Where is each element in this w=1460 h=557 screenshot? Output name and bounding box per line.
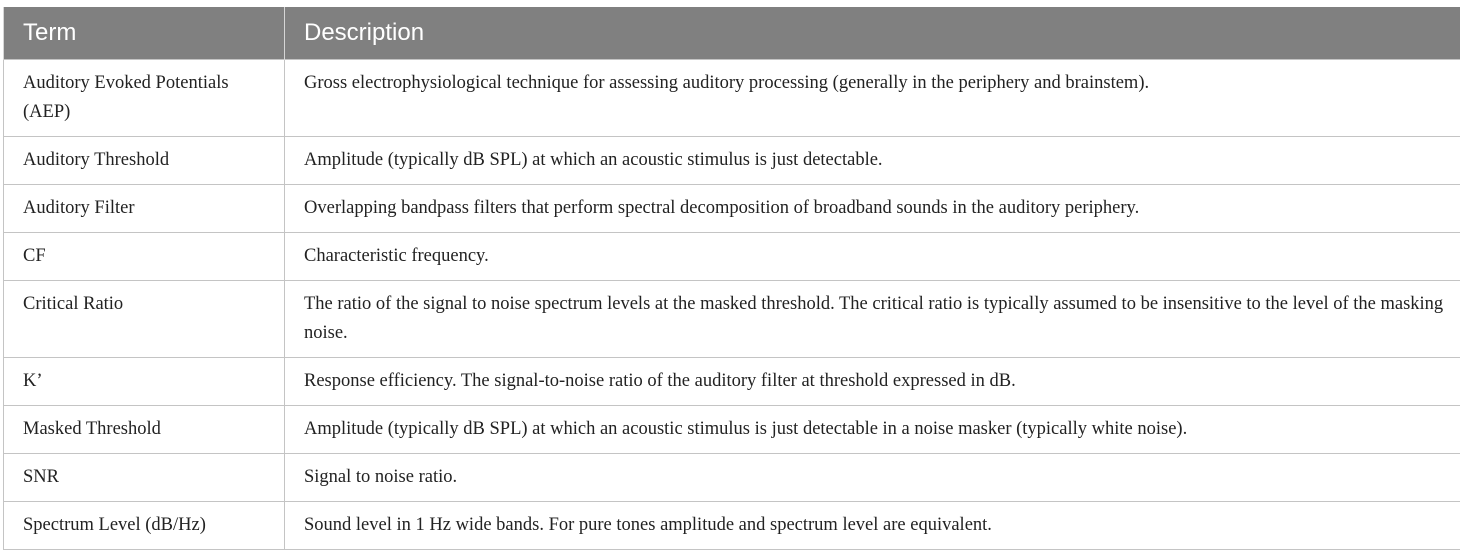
- term-cell: Auditory Threshold: [4, 137, 285, 185]
- table-header: [4, 7, 1460, 60]
- header-row: [4, 7, 1460, 60]
- table-body: [4, 60, 1460, 550]
- table-row: [4, 454, 1460, 502]
- term-cell: Auditory Filter: [4, 185, 285, 233]
- term-cell: Auditory Evoked Potentials (AEP): [4, 60, 285, 137]
- table-row: [4, 281, 1460, 358]
- table-row: [4, 60, 1460, 137]
- table-row: [4, 233, 1460, 281]
- table-row: [4, 406, 1460, 454]
- description-cell: Characteristic frequency.: [285, 233, 1460, 281]
- description-cell: Signal to noise ratio.: [285, 454, 1460, 502]
- description-cell: Amplitude (typically dB SPL) at which an acoustic stimulus is just detectable in a noise masker (typically white noise).: [285, 406, 1460, 454]
- header-description: Description: [285, 7, 1460, 60]
- glossary-table-container: [3, 7, 1460, 550]
- term-cell: CF: [4, 233, 285, 281]
- description-cell: Response efficiency. The signal-to-noise ratio of the auditory filter at threshold expressed in dB.: [285, 358, 1460, 406]
- table-row: [4, 358, 1460, 406]
- table-row: [4, 185, 1460, 233]
- description-cell: Sound level in 1 Hz wide bands. For pure tones amplitude and spectrum level are equivalent.: [285, 502, 1460, 550]
- term-cell: Masked Threshold: [4, 406, 285, 454]
- table-row: [4, 502, 1460, 550]
- description-cell: Overlapping bandpass filters that perform spectral decomposition of broadband sounds in the auditory periphery.: [285, 185, 1460, 233]
- term-cell: Spectrum Level (dB/Hz): [4, 502, 285, 550]
- term-cell: SNR: [4, 454, 285, 502]
- term-cell: K’: [4, 358, 285, 406]
- glossary-table: [3, 7, 1460, 550]
- table-row: [4, 137, 1460, 185]
- description-cell: Gross electrophysiological technique for assessing auditory processing (generally in the periphery and brainstem).: [285, 60, 1460, 137]
- description-cell: The ratio of the signal to noise spectrum levels at the masked threshold. The critical ratio is typically assumed to be insensitive to the level of the masking noise.: [285, 281, 1460, 358]
- description-cell: Amplitude (typically dB SPL) at which an acoustic stimulus is just detectable.: [285, 137, 1460, 185]
- term-cell: Critical Ratio: [4, 281, 285, 358]
- header-term: Term: [4, 7, 285, 60]
